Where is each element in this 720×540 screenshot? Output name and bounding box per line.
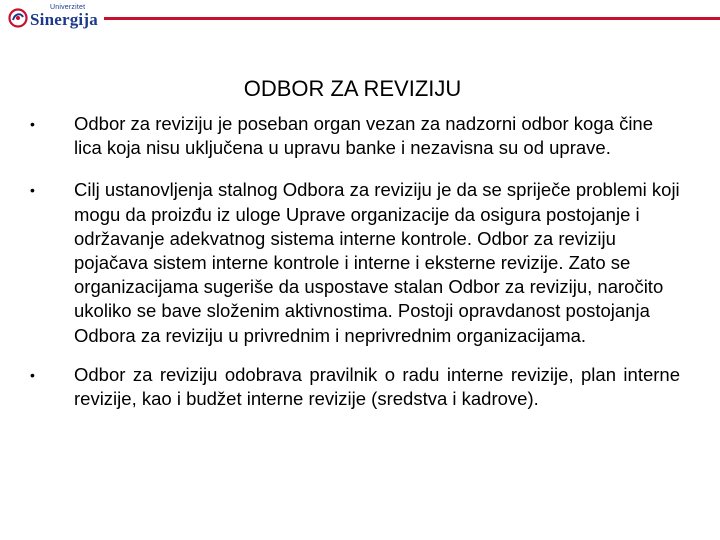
bullet-dot-icon: • bbox=[30, 366, 35, 383]
university-logo bbox=[8, 4, 98, 32]
logo-name-text: Sinergija bbox=[30, 10, 98, 29]
bullet-item-2 bbox=[28, 178, 680, 347]
logo-university-text: Univerzitet bbox=[50, 4, 86, 11]
slide-header bbox=[0, 0, 720, 40]
bullet-item-3 bbox=[28, 363, 680, 411]
bullet-text-2: Cilj ustanovljenja stalnog Odbora za reviziju je da se spriječe problemi koji mogu da proizđu iz uloge Uprave organizacije da osigura postojanje i održavanje adekvatnog sistema interne kontrole. Odbor za reviziju pojačava sistem interne kontrole i interne i eksterne revizije. Zato se organizacijama sugeriše da uspostave stalan Odbor za reviziju, naročito ukoliko se bave složenim aktivnostima. Postoji opravdanost postojanja Odbora za reviziju u privrednim i neprivrednim organizacijama. bbox=[74, 179, 680, 346]
slide-title: ODBOR ZA REVIZIJU bbox=[243, 76, 462, 101]
bullet-text-3: Odbor za reviziju odobrava pravilnik o radu interne revizije, plan interne revizije, kao i budžet interne revizije (sredstva i kadrove). bbox=[74, 363, 680, 410]
bullet-item-1 bbox=[28, 112, 680, 160]
header-red-rule bbox=[104, 17, 720, 20]
bullet-dot-icon: • bbox=[30, 116, 35, 132]
swirl-logo-icon bbox=[8, 8, 28, 28]
bullet-text-1: Odbor za reviziju je poseban organ vezan za nadzorni odbor koga čine lica koja nisu uključena u upravu banke i nezavisna su od uprave. bbox=[74, 113, 654, 159]
bullet-list bbox=[28, 112, 680, 411]
bullet-dot-icon: • bbox=[30, 182, 35, 199]
